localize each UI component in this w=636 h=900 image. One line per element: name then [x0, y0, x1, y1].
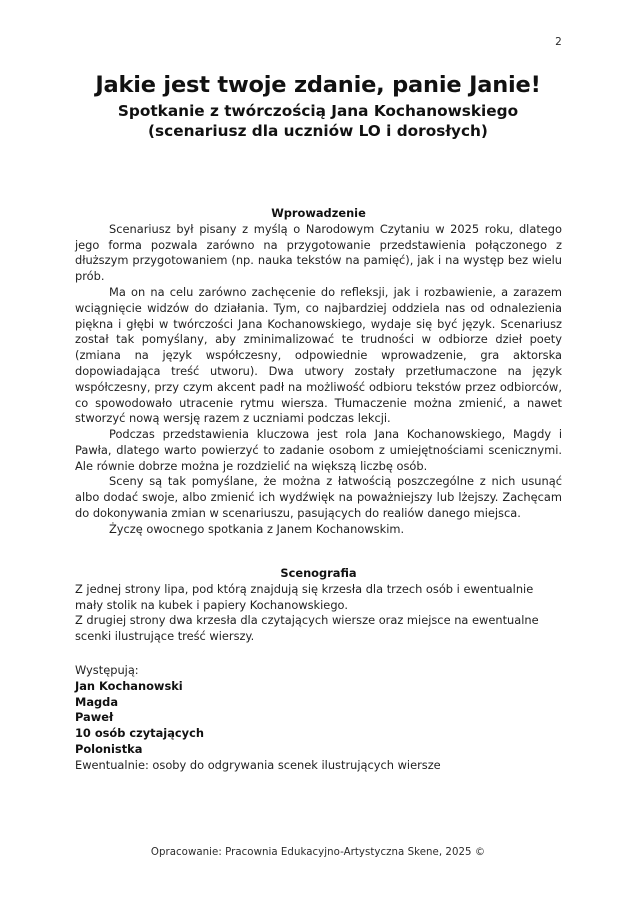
- cast-optional-note: Ewentualnie: osoby do odgrywania scenek ilustrujących wiersze: [75, 757, 441, 772]
- cast-member: 10 osób czytających: [75, 726, 204, 741]
- intro-paragraph-4: Sceny są tak pomyślane, że można z łatwością poszczególne z nich usunąć albo dodać swoje, albo zmienić ich wydźwięk na poważniejszy lub lżejszy. Zachęcam do dokonywania zmian w scenariuszu, pasujących do realiów danego miejsca.: [75, 474, 562, 521]
- scenography-line-2: Z drugiej strony dwa krzesła dla czytających wiersze oraz miejsce na ewentualne scenki ilustrujące treść wierszy.: [75, 613, 539, 644]
- page-number: 2: [555, 36, 562, 48]
- cast-member: Jan Kochanowski: [75, 678, 183, 693]
- title-block: [40, 72, 596, 141]
- scenography-section: [75, 566, 562, 645]
- footer-credit: Opracowanie: Pracownia Edukacyjno-Artystyczna Skene, 2025 ©: [150, 847, 486, 858]
- cast-member: Magda: [75, 694, 119, 709]
- intro-paragraph-1: Scenariusz był pisany z myślą o Narodowym Czytaniu w 2025 roku, dlatego jego forma pozwala zarówno na przygotowanie przedstawienia połączonego z dłuższym przygotowaniem (np. nauka tekstów na pamięć), jak i na występ bez wielu prób.: [75, 221, 562, 284]
- intro-paragraph-3: Podczas przedstawienia kluczowa jest rola Jana Kochanowskiego, Magdy i Pawła, dlatego warto powierzyć to zadanie osobom z umiejętnościami scenicznymi. Ale równie dobrze można je rozdzielić na większą liczbę osób.: [75, 427, 562, 473]
- page-subtitle-secondary: (scenariusz dla uczniów LO i dorosłych): [148, 121, 488, 140]
- intro-paragraph-2: Ma on na celu zarówno zachęcenie do refleksji, jak i rozbawienie, a zarazem wciągnięcie widzów do działania. Tym, co najbardziej oddziela nas od odnalezienia piękna i głębi w twórczości Jana Kochanowskiego, wydaje się być język. Scenariusz został tak pomyślany, aby zminimalizować te trudności w odbiorze dzieł poety (zmiana na język współczesny, odpowiednie wprowadzenie, gra aktorska dopowiadająca treść utworu). Dwa utwory zostały przetłumaczone na język współczesny, przy czym akcent padł na możliwość odbioru tekstów przez odbiorców, co spowodowało utracenie rytmu wiersza. Tłumaczenie można zmienić, a nawet stworzyć nową wersję razem z uczniami podczas lekcji.: [75, 284, 562, 426]
- cast-member: Paweł: [75, 710, 114, 725]
- section-heading-scenography: Scenografia: [280, 566, 357, 580]
- page-title: Jakie jest twoje zdanie, panie Janie!: [95, 72, 541, 98]
- introduction-section: [75, 206, 562, 538]
- cast-member: Polonistka: [75, 741, 143, 756]
- cast-section: [75, 663, 562, 774]
- page-subtitle-primary: Spotkanie z twórczością Jana Kochanowskiego: [117, 102, 519, 121]
- scenography-line-1: Z jednej strony lipa, pod którą znajdują się krzesła dla trzech osób i ewentualnie mały stolik na kubek i papiery Kochanowskiego.: [75, 581, 534, 612]
- intro-paragraph-5: Życzę owocnego spotkania z Janem Kochanowskim.: [109, 521, 405, 536]
- cast-intro-label: Występują:: [75, 663, 139, 677]
- section-heading-introduction: Wprowadzenie: [271, 206, 366, 220]
